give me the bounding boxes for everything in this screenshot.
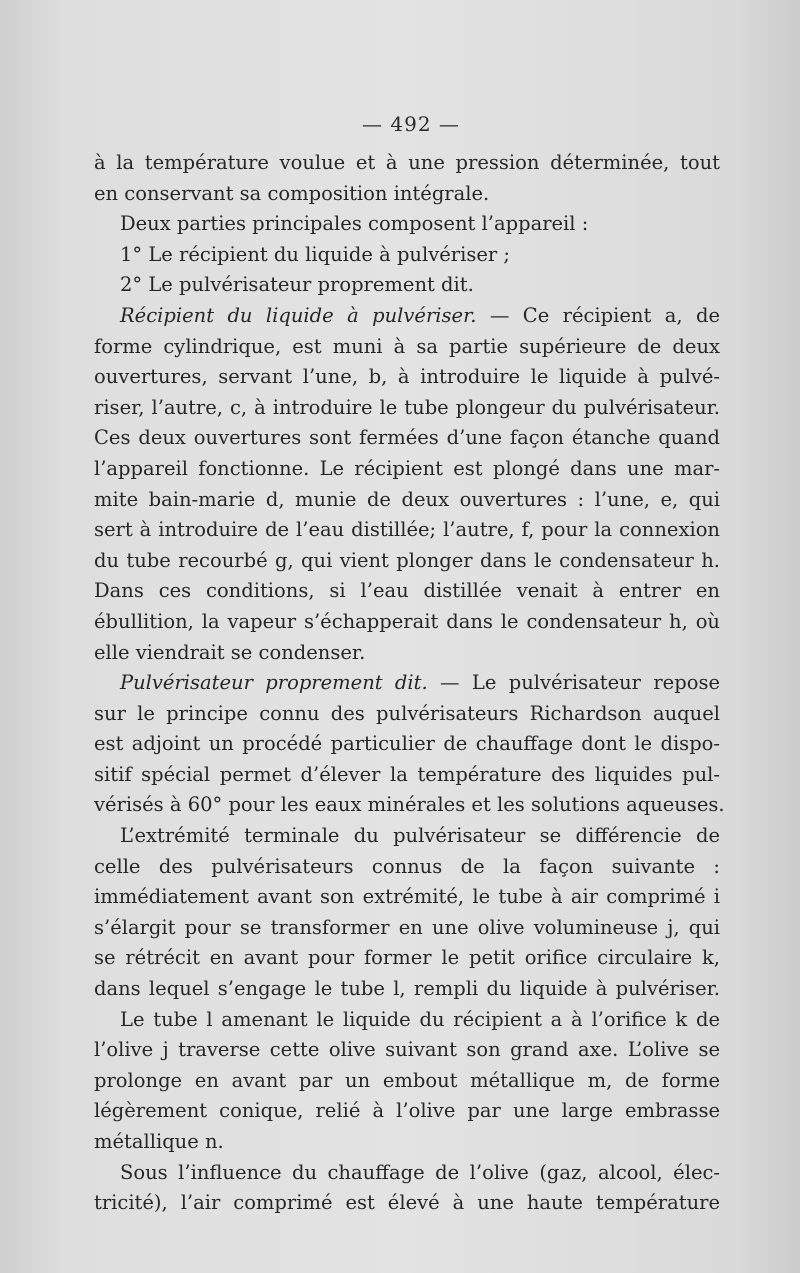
- text-line: [94, 668, 720, 699]
- line-text: ouvertures, servant l’une, b, à introduire le liquide à pulvé-: [94, 365, 720, 389]
- line-text: Dans ces conditions, si l’eau distillée venait à entrer en: [94, 579, 720, 603]
- text-line: [94, 270, 720, 301]
- line-text: 1° Le récipient du liquide à pulvériser ;: [120, 242, 510, 266]
- line-text: mite bain-marie d, munie de deux ouvertures : l’une, e, qui: [94, 487, 720, 511]
- line-text: s’élargit pour se transformer en une olive volumineuse j, qui: [94, 915, 720, 939]
- text-line: [94, 943, 720, 974]
- text-line: [94, 607, 720, 638]
- line-text: du tube recourbé g, qui vient plonger dans le condensateur h.: [94, 548, 720, 572]
- line-text: sur le principe connu des pulvérisateurs Richardson auquel: [94, 701, 720, 725]
- text-line: [94, 179, 720, 210]
- line-text: celle des pulvérisateurs connus de la façon suivante :: [94, 854, 720, 878]
- text-line: [94, 729, 720, 760]
- line-text: est adjoint un procédé particulier de chauffage dont le dispo-: [94, 732, 720, 756]
- text-line: [94, 699, 720, 730]
- line-text: Sous l’influence du chauffage de l’olive (gaz, alcool, élec-: [120, 1160, 720, 1184]
- text-line: [94, 1035, 720, 1066]
- text-line: [94, 454, 720, 485]
- line-text: à la température voulue et à une pression déterminée, tout: [94, 151, 720, 174]
- line-text: tricité), l’air comprimé est élevé à une haute température: [94, 1191, 720, 1215]
- text-line: [94, 1096, 720, 1127]
- line-text: elle viendrait se condenser.: [94, 640, 366, 664]
- text-line: [94, 148, 720, 179]
- text-line: [94, 423, 720, 454]
- text-line: [94, 882, 720, 913]
- line-text: Deux parties principales composent l’appareil :: [120, 212, 589, 236]
- line-text: immédiatement avant son extrémité, le tube à air comprimé i: [94, 885, 720, 909]
- text-line: [94, 515, 720, 546]
- body-text: [94, 148, 725, 1219]
- text-line: [94, 974, 720, 1005]
- section-heading: Pulvérisateur proprement dit.: [120, 671, 428, 695]
- text-line: [94, 913, 720, 944]
- line-text: en conservant sa composition intégrale.: [94, 181, 490, 205]
- text-line: [94, 546, 720, 577]
- line-text: — Le pulvérisateur repose: [427, 671, 720, 695]
- text-line: [94, 1188, 720, 1219]
- line-text: l’olive j traverse cette olive suivant son grand axe. L’olive se: [94, 1038, 720, 1062]
- text-line: [94, 852, 720, 883]
- text-line: [94, 485, 720, 516]
- line-text: légèrement conique, relié à l’olive par une large embrasse: [94, 1099, 720, 1123]
- line-text: métallique n.: [94, 1130, 224, 1153]
- line-text: 2° Le pulvérisateur proprement dit.: [120, 273, 474, 297]
- text-line: [94, 1158, 720, 1189]
- text-line: [94, 1005, 720, 1036]
- text-line: [94, 332, 720, 363]
- line-text: dans lequel s’engage le tube l, rempli du liquide à pulvériser.: [94, 977, 720, 1001]
- line-text: vérisés à 60° pour les eaux minérales et les solutions aqueuses.: [94, 793, 725, 817]
- line-text: sert à introduire de l’eau distillée; l’autre, f, pour la connexion: [94, 518, 720, 542]
- line-text: L’extrémité terminale du pulvérisateur se différencie de: [120, 824, 720, 848]
- text-line: [94, 760, 720, 791]
- text-line: [94, 240, 720, 271]
- text-line: [94, 821, 720, 852]
- line-text: l’appareil fonctionne. Le récipient est plongé dans une mar-: [94, 456, 720, 480]
- line-text: ébullition, la vapeur s’échapperait dans le condensateur h, où: [94, 609, 720, 633]
- line-text: sitif spécial permet d’élever la température des liquides pul-: [94, 762, 720, 786]
- line-text: Ces deux ouvertures sont fermées d’une façon étanche quand: [94, 426, 720, 450]
- line-text: prolonge en avant par un embout métallique m, de forme: [94, 1068, 720, 1092]
- text-line: [94, 209, 720, 240]
- page-number: — 492 —: [362, 112, 460, 136]
- text-line: [94, 362, 720, 393]
- text-line: [94, 790, 725, 821]
- text-line: [94, 393, 720, 424]
- line-text: — Ce récipient a, de: [476, 303, 720, 327]
- text-line: [94, 638, 720, 669]
- line-text: se rétrécit en avant pour former le petit orifice circulaire k,: [94, 946, 720, 970]
- text-line: [94, 1066, 720, 1097]
- line-text: forme cylindrique, est muni à sa partie supérieure de deux: [94, 334, 720, 358]
- text-line: [94, 1127, 720, 1158]
- text-line: [94, 301, 720, 332]
- line-text: riser, l’autre, c, à introduire le tube plongeur du pulvérisateur.: [94, 395, 720, 419]
- text-line: [94, 576, 720, 607]
- section-heading: Récipient du liquide à pulvériser.: [120, 303, 477, 327]
- line-text: Le tube l amenant le liquide du récipient a à l’orifice k de: [120, 1007, 720, 1031]
